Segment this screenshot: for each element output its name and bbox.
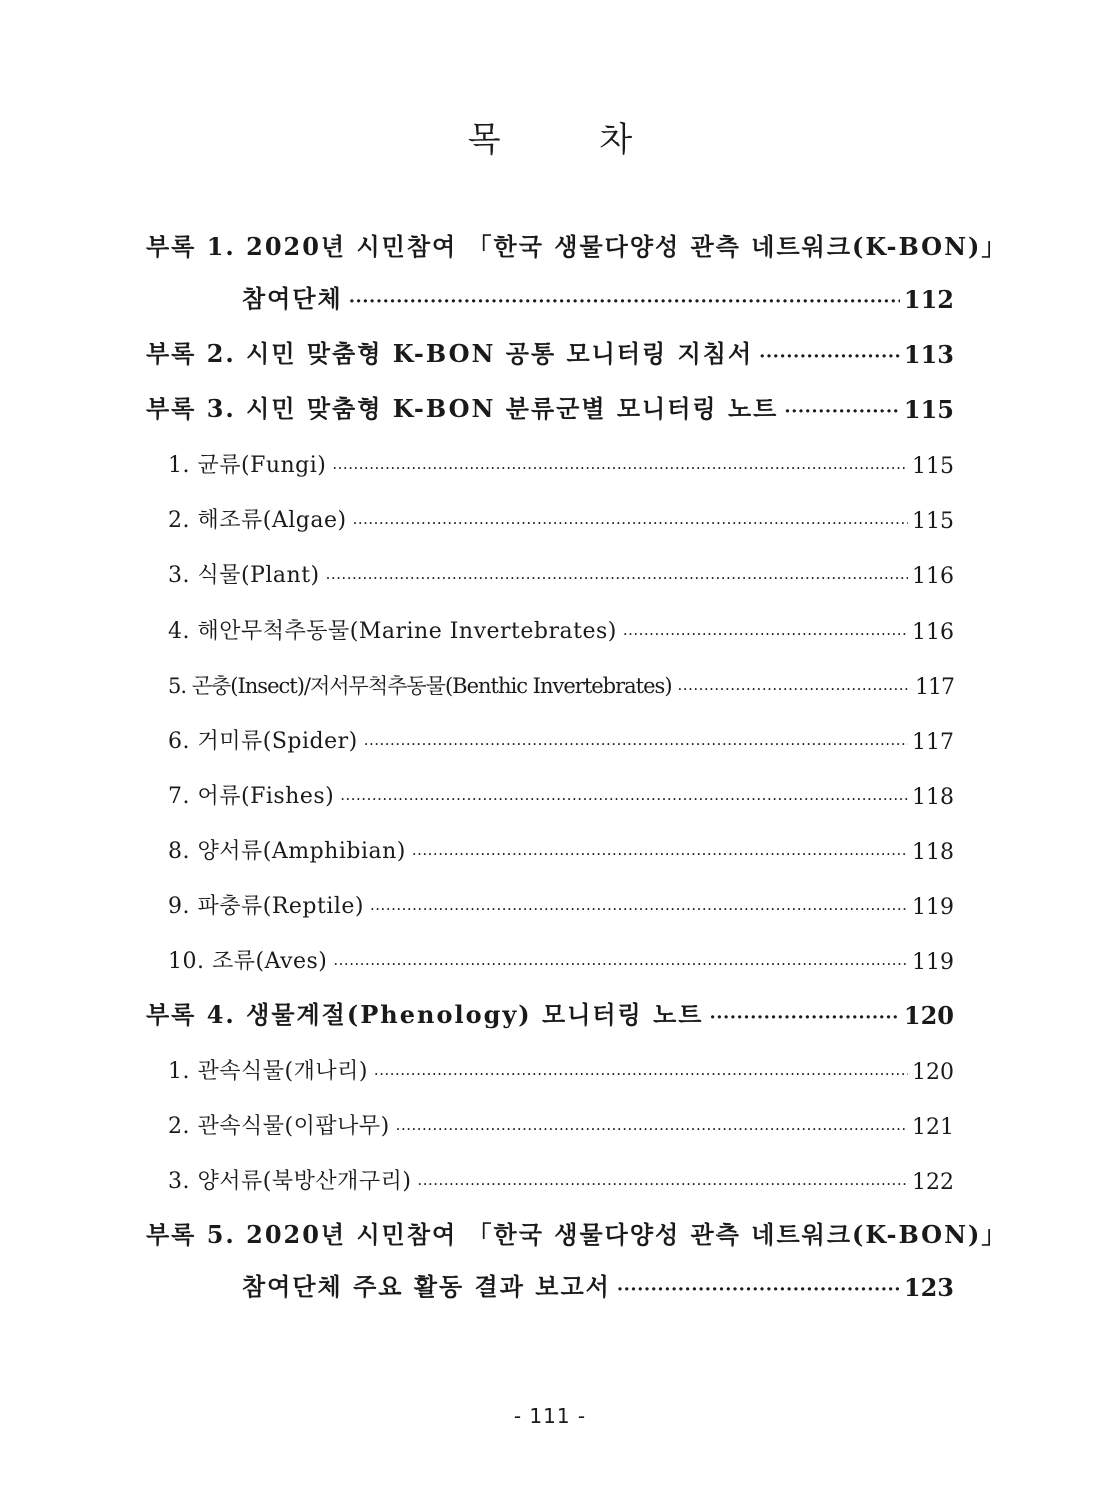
leader-dots: [623, 615, 908, 645]
toc-item-page: 118: [912, 785, 954, 810]
leader-dots: [332, 449, 908, 479]
toc-item[interactable]: [146, 880, 954, 920]
toc-item-label: 3. 양서류(북방산개구리): [168, 1169, 412, 1194]
toc-item-page: 118: [912, 840, 954, 865]
leader-dots: [759, 339, 900, 369]
toc-item[interactable]: [146, 660, 954, 700]
toc-item-label: 5. 곤충(Insect)/저서무척추동물(Benthic Invertebrates): [168, 674, 672, 698]
leader-dots: [374, 1055, 908, 1085]
toc-item-label: 2. 관속식물(이팝나무): [168, 1114, 390, 1139]
toc-entry-page: 120: [903, 1001, 954, 1030]
toc-item-page: 122: [912, 1170, 954, 1195]
toc-item[interactable]: [146, 1100, 954, 1140]
toc-item[interactable]: [146, 494, 954, 534]
toc-item-label: 6. 거미류(Spider): [168, 729, 358, 754]
toc-item-page: 116: [912, 564, 954, 589]
toc-item-label: 3. 식물(Plant): [168, 563, 320, 588]
toc-item-page: 119: [912, 895, 954, 920]
toc-appendix-5-line2[interactable]: [146, 1262, 954, 1302]
leader-dots: [709, 1000, 899, 1030]
toc-item-label: 8. 양서류(Amphibian): [168, 839, 406, 864]
leader-dots: [784, 394, 900, 424]
toc-item[interactable]: [146, 715, 954, 755]
toc-item-page: 121: [912, 1115, 954, 1140]
toc-item-page: 120: [912, 1060, 954, 1085]
toc-item-label: 1. 균류(Fungi): [168, 453, 327, 478]
toc-item-label: 10. 조류(Aves): [168, 949, 328, 974]
toc-item-label: 9. 파충류(Reptile): [168, 894, 365, 919]
leader-dots: [349, 284, 900, 314]
toc-item[interactable]: [146, 770, 954, 810]
page-title: 목 차: [467, 120, 677, 160]
leader-dots: [678, 670, 911, 700]
toc-item-label: 7. 어류(Fishes): [168, 784, 335, 809]
toc-appendix-1-line1: 부록 1. 2020년 시민참여 「한국 생물다양성 관측 네트워크(K-BON)」: [146, 232, 1008, 261]
toc-item-page: 115: [912, 454, 954, 479]
toc-appendix-2[interactable]: [146, 329, 954, 369]
leader-dots: [417, 1165, 908, 1195]
toc-item-page: 116: [912, 620, 954, 645]
toc-item-page: 119: [912, 950, 954, 975]
toc-item-page: 117: [915, 675, 954, 700]
toc-item-label: 4. 해안무척추동물(Marine Invertebrates): [168, 619, 617, 644]
toc-entry-label: 참여단체: [242, 284, 343, 313]
toc-entry-label: 참여단체 주요 활동 결과 보고서: [242, 1272, 611, 1301]
toc-entry-page: 113: [903, 340, 954, 369]
leader-dots: [412, 835, 908, 865]
toc-item[interactable]: [146, 1155, 954, 1195]
leader-dots: [364, 725, 908, 755]
toc-item-label: 2. 해조류(Algae): [168, 508, 347, 533]
toc-item[interactable]: [146, 605, 954, 645]
leader-dots: [353, 504, 908, 534]
toc-entry-label: 부록 4. 생물계절(Phenology) 모니터링 노트: [146, 1000, 704, 1029]
toc-item[interactable]: [146, 439, 954, 479]
toc-entry-label: 부록 2. 시민 맞춤형 K-BON 공통 모니터링 지침서: [146, 339, 754, 368]
toc-item-page: 115: [912, 509, 954, 534]
toc-appendix-3[interactable]: [146, 384, 954, 424]
toc-entry-page: 112: [903, 285, 954, 314]
toc-item[interactable]: [146, 1045, 954, 1085]
leader-dots: [340, 780, 908, 810]
leader-dots: [396, 1110, 908, 1140]
leader-dots: [617, 1272, 900, 1302]
toc-entry-page: 123: [903, 1273, 954, 1302]
leader-dots: [370, 890, 908, 920]
toc-appendix-4[interactable]: [146, 990, 954, 1030]
toc-entry-page: 115: [903, 395, 954, 424]
toc-item-page: 117: [912, 730, 954, 755]
leader-dots: [326, 559, 908, 589]
toc-item[interactable]: [146, 549, 954, 589]
leader-dots: [333, 945, 908, 975]
toc-item-label: 1. 관속식물(개나리): [168, 1059, 368, 1084]
toc-item[interactable]: [146, 825, 954, 865]
page-number-footer: - 111 -: [513, 1404, 587, 1428]
toc-appendix-5-line1: 부록 5. 2020년 시민참여 「한국 생물다양성 관측 네트워크(K-BON)」: [146, 1220, 1008, 1249]
toc-entry-label: 부록 3. 시민 맞춤형 K-BON 분류군별 모니터링 노트: [146, 394, 779, 423]
toc-appendix-1-line2[interactable]: [146, 274, 954, 314]
toc-item[interactable]: [146, 935, 954, 975]
